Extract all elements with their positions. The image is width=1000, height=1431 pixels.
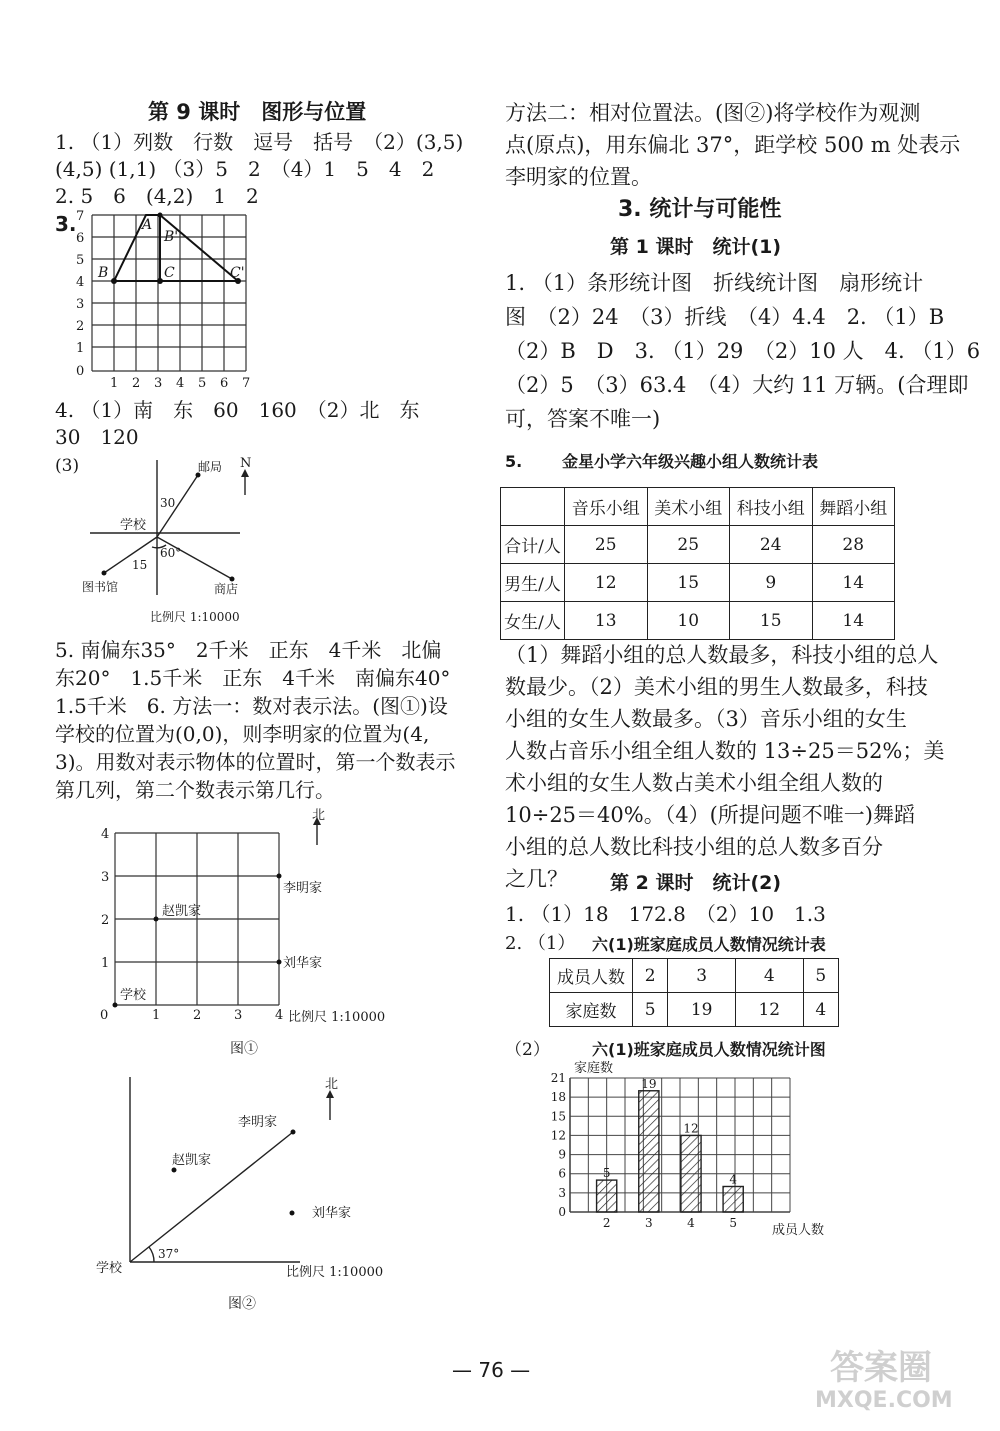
answer-q5-line3: 1.5千米 6. 方法一：数对表示法。(图①)设 bbox=[55, 694, 448, 718]
y-tick: 0 bbox=[76, 364, 85, 379]
answer-q5-line2: 东20° 1.5千米 正东 4千米 南偏东40° bbox=[55, 666, 451, 690]
y-tick: 3 bbox=[76, 297, 85, 312]
analysis-line1: （1）舞蹈小组的总人数最多，科技小组的总人 bbox=[505, 643, 939, 667]
north-indicator: 北 bbox=[312, 808, 326, 823]
method2-line3: 李明家的位置。 bbox=[505, 165, 652, 189]
lesson-title: 第 1 课时 统计(1) bbox=[610, 236, 782, 258]
label-school: 学校 bbox=[120, 518, 147, 533]
answer-q5-line6: 第几列，第二个数表示第几行。 bbox=[55, 778, 335, 802]
answer-q2: 2. 5 6 (4,2) 1 2 bbox=[55, 184, 259, 208]
table-cell: 14 bbox=[812, 564, 895, 602]
table-cell: 19 bbox=[668, 993, 736, 1027]
watermark-url: MXQE.COM bbox=[815, 1388, 953, 1413]
label-distance-15: 15 bbox=[132, 558, 148, 572]
figure-caption: 图① bbox=[230, 1041, 258, 1057]
chart-y-tick: 6 bbox=[558, 1166, 566, 1181]
x-tick: 5 bbox=[198, 376, 207, 390]
table-cell: 25 bbox=[647, 526, 730, 564]
x-tick: 1 bbox=[110, 376, 119, 390]
coordinate-grid-figure bbox=[70, 205, 260, 390]
x-tick: 1 bbox=[152, 1008, 161, 1023]
answer-q4-line2: 30 120 bbox=[55, 425, 139, 449]
label-zhaokai-home: 赵凯家 bbox=[172, 1153, 212, 1168]
analysis-line5: 术小组的女生人数占美术小组全组人数的 bbox=[505, 771, 883, 795]
label-liming-home: 李明家 bbox=[238, 1115, 278, 1130]
chart-y-tick: 12 bbox=[550, 1128, 566, 1143]
north-indicator: N bbox=[240, 456, 252, 471]
label-angle-60: 60° bbox=[160, 546, 182, 560]
y-tick: 4 bbox=[76, 275, 85, 290]
table-row bbox=[501, 564, 895, 602]
table-cell: 4 bbox=[735, 959, 803, 993]
table-cell: 14 bbox=[812, 602, 895, 640]
chart-y-tick: 21 bbox=[550, 1071, 566, 1085]
y-tick: 1 bbox=[101, 956, 110, 971]
chart-data-label: 12 bbox=[683, 1121, 699, 1136]
x-tick: 2 bbox=[132, 376, 141, 390]
label-scale: 比例尺 1:10000 bbox=[288, 1010, 386, 1025]
label-zhaokai-home: 赵凯家 bbox=[162, 904, 202, 919]
point-label-a: A bbox=[142, 217, 153, 233]
table-cell: 24 bbox=[730, 526, 813, 564]
x-tick: 4 bbox=[176, 376, 185, 390]
label-angle-37: 37° bbox=[158, 1247, 180, 1261]
family-members-table bbox=[549, 958, 839, 1027]
y-tick: 2 bbox=[101, 913, 110, 928]
x-tick: 0 bbox=[100, 1008, 109, 1023]
table-header-cell: 音乐小组 bbox=[565, 488, 648, 526]
label-post-office: 邮局 bbox=[198, 460, 223, 474]
table-cell: 5 bbox=[633, 993, 668, 1027]
chart-y-tick: 9 bbox=[558, 1147, 566, 1162]
lesson-title: 第 9 课时 图形与位置 bbox=[148, 100, 367, 124]
table-cell: 9 bbox=[730, 564, 813, 602]
table-cell: 12 bbox=[565, 564, 648, 602]
point-label-b: B bbox=[98, 265, 109, 281]
table-header-cell: 舞蹈小组 bbox=[812, 488, 895, 526]
table-header-cell: 科技小组 bbox=[730, 488, 813, 526]
table-cell: 3 bbox=[668, 959, 736, 993]
table-row-label: 男生/人 bbox=[501, 564, 565, 602]
lesson1-line5: 可，答案不唯一) bbox=[505, 407, 661, 431]
chart-bar bbox=[723, 1186, 743, 1212]
table-cell: 15 bbox=[647, 564, 730, 602]
chart-title: 六(1)班家庭成员人数情况统计图 bbox=[592, 1040, 826, 1059]
table2-title: 六(1)班家庭成员人数情况统计表 bbox=[592, 935, 826, 954]
lesson2-title: 第 2 课时 统计(2) bbox=[610, 872, 782, 894]
answer-q4-line1: 4. （1）南 东 60 160 （2）北 东 bbox=[55, 398, 420, 422]
chart-data-label: 19 bbox=[641, 1076, 657, 1091]
table-cell: 25 bbox=[565, 526, 648, 564]
chart-data-label: 4 bbox=[729, 1172, 737, 1187]
point-label-c: C bbox=[164, 265, 175, 281]
chart-x-tick: 3 bbox=[645, 1216, 653, 1230]
answer-q1-line2: (4,5) (1,1) （3）5 2 （4）1 5 4 2 bbox=[55, 157, 435, 181]
analysis-line3: 小组的女生人数最多。（3）音乐小组的女生 bbox=[505, 707, 907, 731]
lesson1-line2: 图 （2）24 （3）折线 （4）4.4 2. （1）B bbox=[505, 305, 945, 329]
chart-y-tick: 3 bbox=[558, 1185, 566, 1200]
y-tick: 6 bbox=[76, 231, 85, 246]
north-indicator: 北 bbox=[325, 1077, 339, 1092]
y-tick: 3 bbox=[101, 870, 110, 885]
y-tick: 1 bbox=[76, 341, 85, 356]
answer-q4-part3: (3) bbox=[55, 456, 80, 476]
table-row bbox=[501, 526, 895, 564]
label-liming-home: 李明家 bbox=[283, 881, 323, 896]
compass-direction-diagram bbox=[80, 455, 290, 630]
analysis-line7: 小组的总人数比科技小组的总人数多百分 bbox=[505, 835, 883, 859]
table-header-cell bbox=[501, 488, 565, 526]
chart-data-label: 5 bbox=[602, 1166, 611, 1181]
chart-part-label: （2） bbox=[505, 1040, 550, 1060]
lesson2-line1: 1. （1）18 172.8 （2）10 1.3 bbox=[505, 902, 826, 926]
label-liuhua-home: 刘华家 bbox=[312, 1206, 352, 1221]
q5-number: 5. bbox=[505, 452, 523, 471]
watermark-logo: 答案圈 bbox=[830, 1348, 932, 1388]
chart-bar bbox=[639, 1091, 659, 1212]
lesson1-line3: （2）B D 3. （1）29 （2）10 人 4. （1）6 bbox=[505, 339, 981, 363]
answer-q5-line1: 5. 南偏东35° 2千米 正东 4千米 北偏 bbox=[55, 638, 442, 662]
chart-x-tick: 5 bbox=[729, 1216, 737, 1230]
label-store: 商店 bbox=[214, 582, 239, 596]
chart-y-tick: 18 bbox=[550, 1090, 566, 1105]
figure-2-relative-position bbox=[90, 1072, 420, 1317]
figure-1-grid-map bbox=[90, 805, 420, 1065]
lesson1-line4: （2）5 （3）63.4 （4）大约 11 万辆。(合理即 bbox=[505, 373, 969, 397]
chart-x-tick: 4 bbox=[687, 1216, 695, 1230]
y-tick: 7 bbox=[76, 209, 85, 224]
figure-caption: 图② bbox=[228, 1296, 256, 1312]
table1-title: 金星小学六年级兴趣小组人数统计表 bbox=[562, 452, 819, 471]
interest-group-table bbox=[500, 487, 895, 640]
x-tick: 4 bbox=[275, 1008, 284, 1023]
label-scale: 比例尺 1:10000 bbox=[150, 610, 240, 624]
method2-line2: 点(原点)，用东偏北 37°，距学校 500 m 处表示 bbox=[505, 133, 961, 157]
analysis-line4: 人数占音乐小组全组人数的 13÷25＝52%；美 bbox=[505, 739, 945, 763]
label-library: 图书馆 bbox=[82, 580, 119, 594]
section-title: 3. 统计与可能性 bbox=[618, 197, 782, 222]
chart-y-tick: 0 bbox=[558, 1205, 566, 1219]
analysis-line8: 之几？ bbox=[505, 867, 568, 891]
y-tick: 5 bbox=[76, 253, 85, 268]
table-row-label: 家庭数 bbox=[550, 993, 633, 1027]
answer-q5-line5: 3)。用数对表示物体的位置时，第一个数表示 bbox=[55, 750, 456, 774]
page-number: — 76 — bbox=[452, 1358, 531, 1382]
analysis-line6: 10÷25＝40%。（4）(所提问题不唯一)舞蹈 bbox=[505, 803, 915, 827]
y-tick: 2 bbox=[76, 319, 85, 334]
table-cell: 10 bbox=[647, 602, 730, 640]
family-members-bar-chart bbox=[530, 1058, 870, 1243]
point-label-c-prime: C' bbox=[230, 265, 245, 281]
table-row bbox=[501, 602, 895, 640]
lesson2-q2: 2. （1） bbox=[505, 933, 576, 954]
answer-q3-label: 3. bbox=[55, 212, 77, 236]
label-liuhua-home: 刘华家 bbox=[283, 956, 323, 971]
table-cell: 5 bbox=[803, 959, 838, 993]
table-header-cell: 美术小组 bbox=[647, 488, 730, 526]
chart-y-tick: 15 bbox=[550, 1109, 566, 1124]
point-label-b-prime: B' bbox=[164, 229, 179, 245]
chart-y-axis-label: 家庭数 bbox=[574, 1061, 614, 1076]
answer-q1-line1: 1. （1）列数 行数 逗号 括号 （2）(3,5) bbox=[55, 130, 464, 154]
x-tick: 6 bbox=[220, 376, 229, 390]
chart-x-tick: 2 bbox=[602, 1216, 611, 1230]
answer-q5-line4: 学校的位置为(0,0)，则李明家的位置为(4, bbox=[55, 722, 430, 746]
label-school: 学校 bbox=[96, 1261, 123, 1276]
table-cell: 4 bbox=[803, 993, 838, 1027]
x-tick: 7 bbox=[242, 376, 251, 390]
chart-bar bbox=[681, 1135, 701, 1212]
analysis-line2: 数最少。（2）美术小组的男生人数最多，科技 bbox=[505, 675, 928, 699]
method2-line1: 方法二：相对位置法。(图②)将学校作为观测 bbox=[505, 101, 921, 125]
table-row bbox=[550, 993, 839, 1027]
label-distance-30: 30 bbox=[160, 496, 176, 510]
table-cell: 15 bbox=[730, 602, 813, 640]
x-tick: 3 bbox=[154, 376, 163, 390]
table-cell: 13 bbox=[565, 602, 648, 640]
table-row-label: 合计/人 bbox=[501, 526, 565, 564]
table-cell: 12 bbox=[735, 993, 803, 1027]
table-row bbox=[550, 959, 839, 993]
table-cell: 28 bbox=[812, 526, 895, 564]
lesson1-line1: 1. （1）条形统计图 折线统计图 扇形统计 bbox=[505, 271, 924, 295]
x-tick: 3 bbox=[234, 1008, 243, 1023]
table-row-label: 女生/人 bbox=[501, 602, 565, 640]
chart-x-axis-label: 成员人数 bbox=[772, 1223, 825, 1238]
x-tick: 2 bbox=[193, 1008, 202, 1023]
table-cell: 2 bbox=[633, 959, 668, 993]
y-tick: 4 bbox=[101, 827, 110, 842]
table-row-label: 成员人数 bbox=[550, 959, 633, 993]
label-school: 学校 bbox=[120, 988, 147, 1003]
chart-bar bbox=[597, 1180, 617, 1212]
label-scale: 比例尺 1:10000 bbox=[286, 1265, 384, 1280]
